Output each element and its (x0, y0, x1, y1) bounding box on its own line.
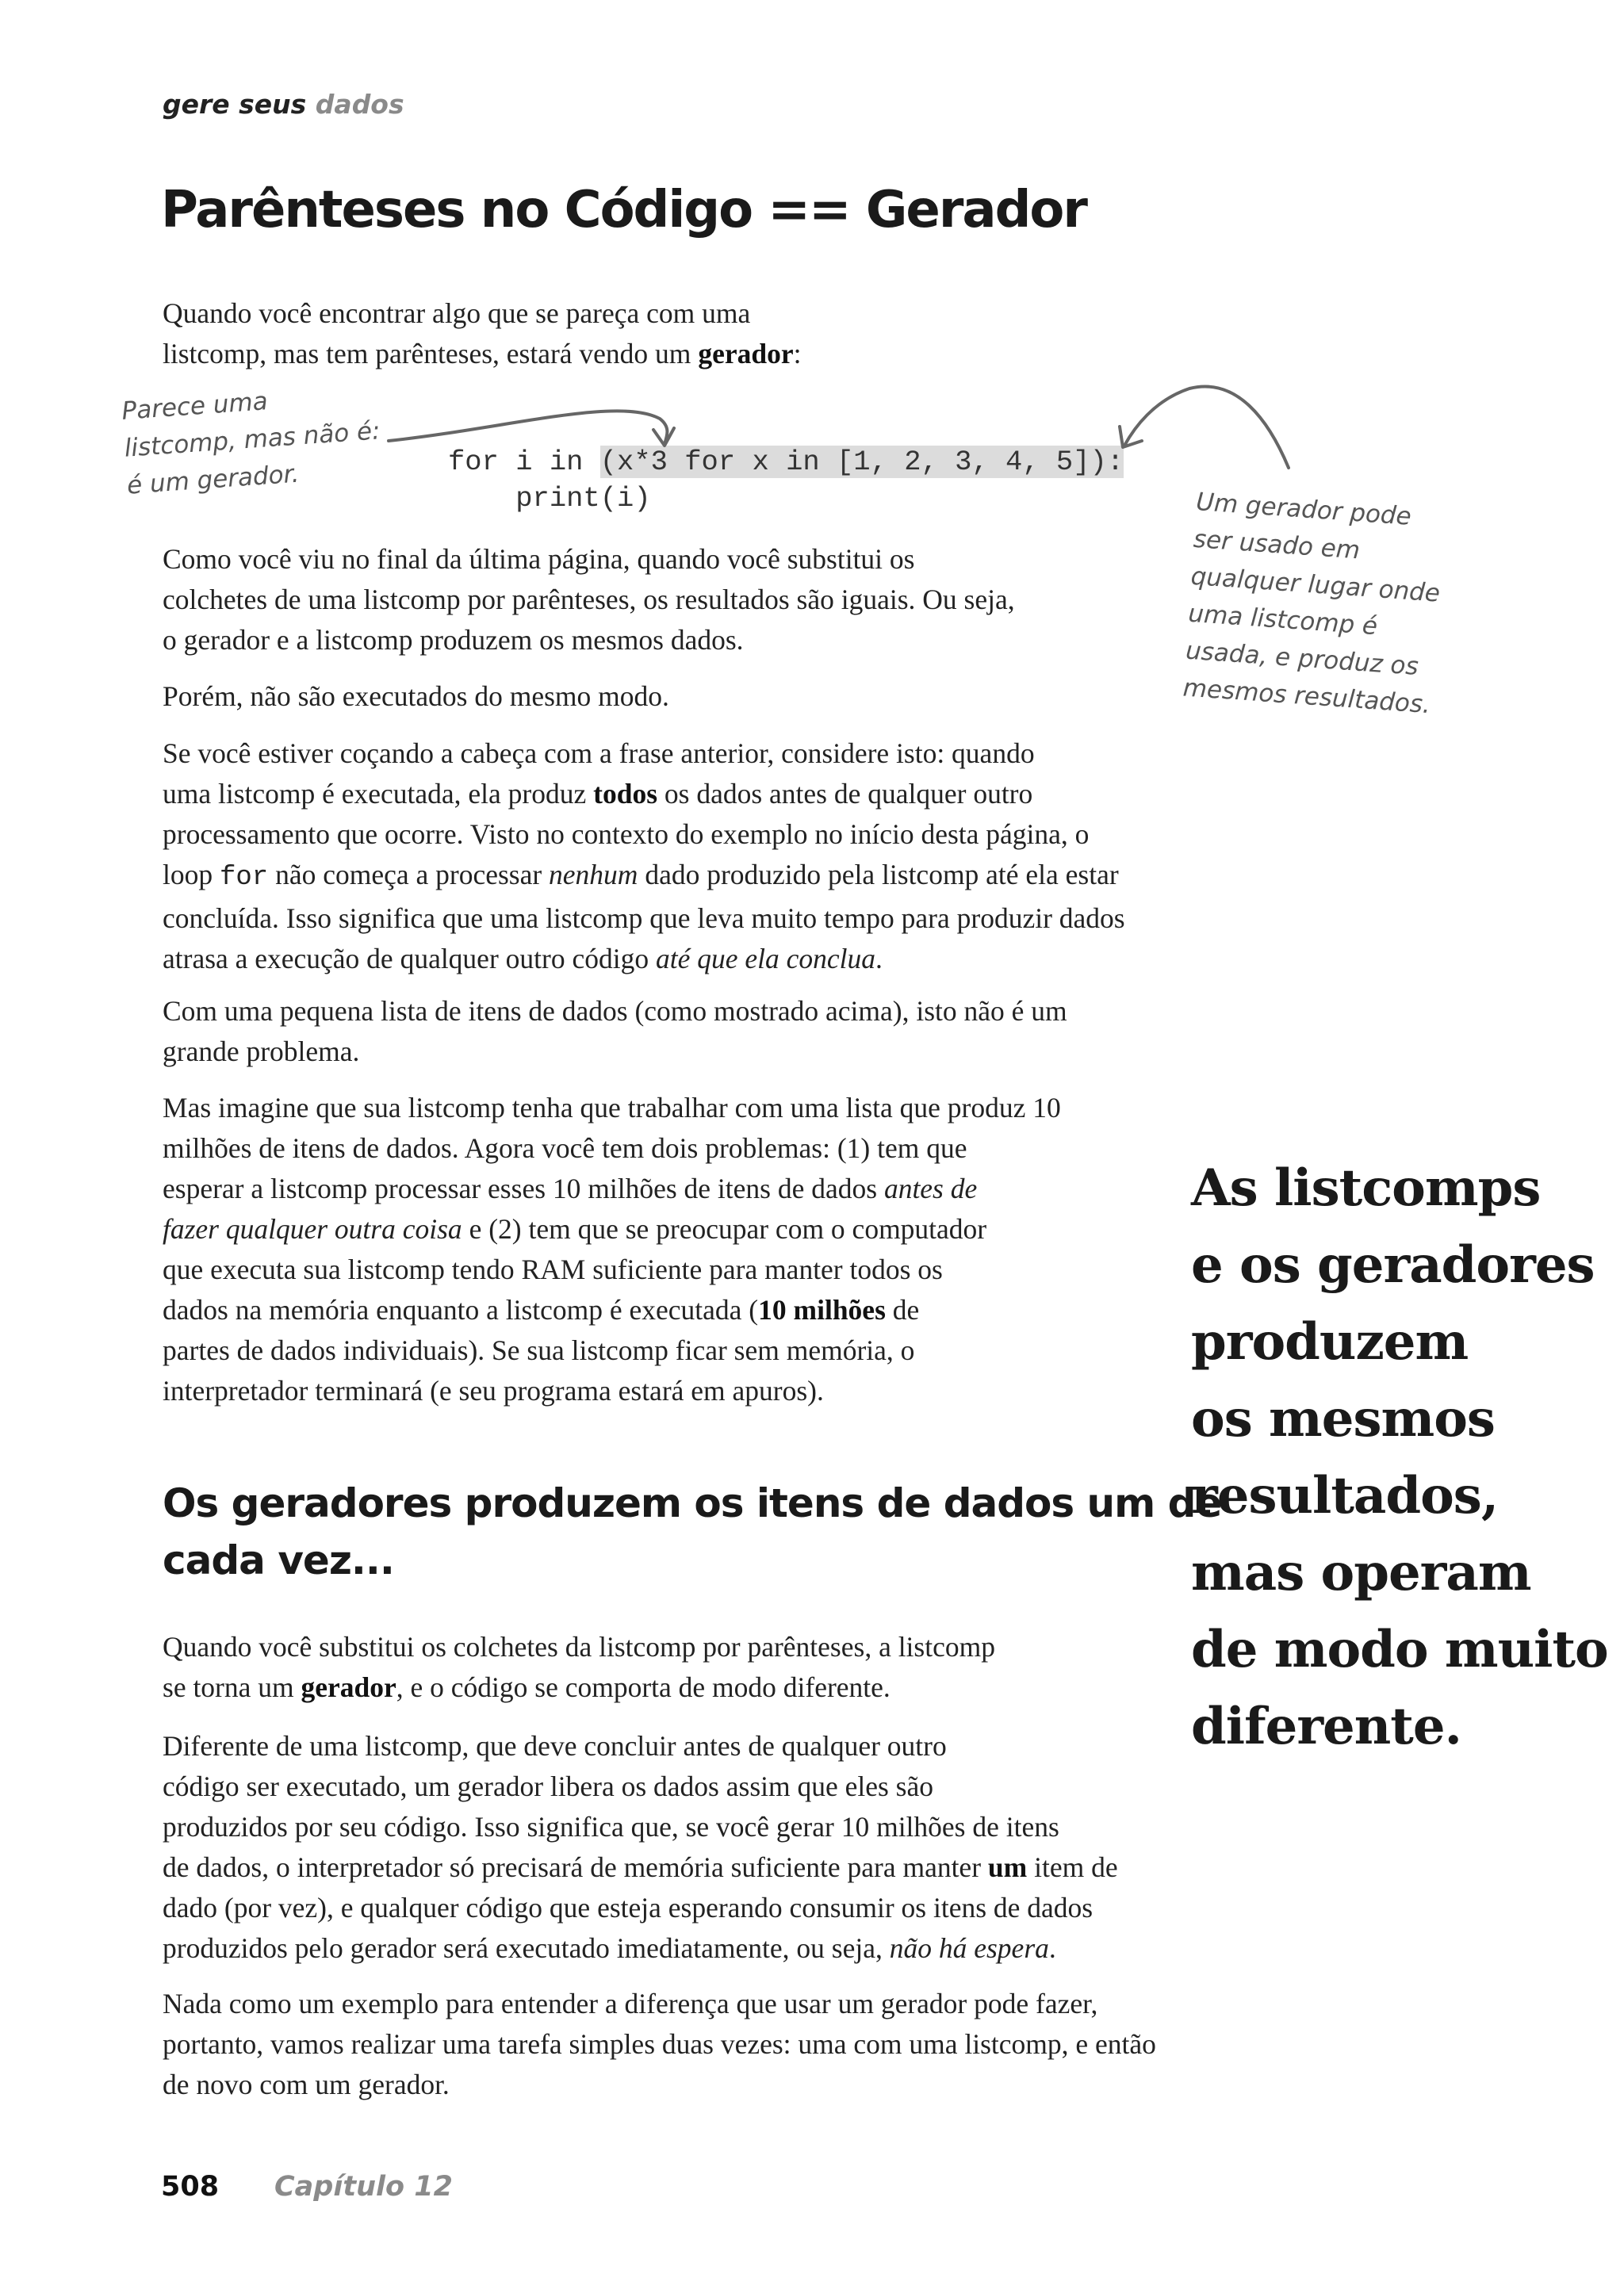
running-header-highlight: dados (315, 89, 404, 120)
paragraph-2: Porém, não são executados do mesmo modo. (163, 680, 669, 712)
intro-line-2: listcomp, mas tem parênteses, estará vendo um (163, 338, 699, 369)
p3-italic-conclua: até que ela conclua (655, 943, 875, 974)
p3-line-6a: atrasa a execução de qualquer outro código (163, 943, 656, 974)
p1-line-2: colchetes de uma listcomp por parênteses, os resultados são iguais. Ou seja, (163, 584, 1015, 615)
left-note-arrow (389, 411, 667, 444)
paragraph-7 (163, 1726, 1118, 1969)
p3-line-4c: dado produzido pela listcomp até ela estar (638, 859, 1119, 890)
left-arrow-head-icon (653, 428, 674, 446)
paragraph-6 (163, 1627, 995, 1708)
p3-bold-todos: todos (593, 778, 658, 810)
p5-line-6a: dados na memória enquanto a listcomp é executada ( (163, 1294, 759, 1326)
section-heading: Os geradores produzem os itens de dados um de cada vez... (163, 1480, 1222, 1583)
p8-line-2: portanto, vamos realizar uma tarefa simples duas vezes: uma com uma listcomp, e então (163, 2028, 1156, 2060)
intro-bold-term: gerador (698, 338, 794, 369)
p7-italic-nao-ha-espera: não há espera (889, 1932, 1049, 1964)
chapter-label: Capítulo 12 (274, 2171, 453, 2203)
p3-line-4a: loop (163, 859, 220, 890)
p7-line-3: produzidos por seu código. Isso significa que, se você gerar 10 milhões de itens (163, 1811, 1059, 1843)
pull-quote-callout: As listcomps e os geradores produzem os mesmos resultados, mas operam de modo muito diferente. (1191, 1158, 1608, 1756)
p8-line-1: Nada como um exemplo para entender a diferença que usar um gerador pode fazer, (163, 1988, 1098, 2019)
p3-code-for: for (220, 863, 269, 893)
annotation-left-note: Parece uma listcomp, mas não é: é um gerador. (121, 387, 381, 500)
p7-line-5: dado (por vez), e qualquer código que esteja esperando consumir os itens de dados (163, 1892, 1094, 1924)
p3-line-6b: . (875, 943, 883, 974)
p3-italic-nenhum: nenhum (549, 859, 638, 890)
p7-line-6a: produzidos pelo gerador será executado imediatamente, ou seja, (163, 1932, 890, 1964)
p6-line-2a: se torna um (163, 1671, 301, 1703)
page-title: Parênteses no Código == Gerador (161, 181, 1086, 239)
page-number: 508 (161, 2171, 220, 2203)
p4-line-2: grande problema. (163, 1035, 360, 1067)
right-note-arrow (1124, 387, 1289, 468)
p5-line-1: Mas imagine que sua listcomp tenha que trabalhar com uma lista que produz 10 (163, 1092, 1061, 1124)
p5-line-2: milhões de itens de dados. Agora você tem dois problemas: (1) tem que (163, 1132, 967, 1164)
p5-line-6b: de (885, 1294, 920, 1326)
p5-line-8: interpretador terminará (e seu programa estará em apuros). (163, 1375, 824, 1407)
p6-line-2b: , e o código se comporta de modo diferente. (396, 1671, 891, 1703)
p7-line-6b: . (1048, 1932, 1056, 1964)
p7-bold-um: um (987, 1851, 1028, 1883)
intro-line-2-end: : (793, 338, 802, 369)
running-header-prefix: gere seus (163, 89, 316, 120)
p6-line-1: Quando você substitui os colchetes da listcomp por parênteses, a listcomp (163, 1631, 995, 1663)
p1-line-1: Como você viu no final da última página, quando você substitui os (163, 543, 915, 575)
p3-line-4b: não começa a processar (268, 859, 550, 890)
paragraph-4 (163, 991, 1067, 1072)
p5-line-5: que executa sua listcomp tendo RAM suficiente para manter todos os (163, 1254, 943, 1285)
p6-bold-gerador: gerador (301, 1671, 396, 1703)
p1-line-3: o gerador e a listcomp produzem os mesmos dados. (163, 624, 744, 656)
p3-line-2b: os dados antes de qualquer outro (657, 778, 1033, 810)
p4-line-1: Com uma pequena lista de itens de dados (como mostrado acima), isto não é um (163, 995, 1067, 1027)
p8-line-3: de novo com um gerador. (163, 2069, 450, 2100)
code-generator-highlight: (x*3 for x in [1, 2, 3, 4, 5]): (599, 446, 1124, 478)
p7-line-4a: de dados, o interpretador só precisará de memória suficiente para manter (163, 1851, 988, 1883)
p7-line-4b: item de (1027, 1851, 1118, 1883)
p7-line-2: código ser executado, um gerador libera os dados assim que eles são (163, 1770, 934, 1802)
paragraph-3 (163, 733, 1125, 979)
p5-italic-antes-de: antes de (883, 1173, 978, 1204)
intro-line-1: Quando você encontrar algo que se pareça com uma (163, 297, 751, 329)
p5-line-4b: e (2) tem que se preocupar com o computador (462, 1213, 987, 1245)
p3-line-3: processamento que ocorre. Visto no contexto do exemplo no início desta página, o (163, 818, 1090, 850)
p3-line-2a: uma listcomp é executada, ela produz (163, 778, 594, 810)
paragraph-5 (163, 1088, 1061, 1411)
code-line-1-prefix: for i in (448, 446, 600, 478)
p5-line-3a: esperar a listcomp processar esses 10 milhões de itens de dados (163, 1173, 884, 1204)
annotation-right-note: Um gerador pode ser usado em qualquer lugar onde uma listcomp é usada, e produz os mesmos resultados. (1182, 487, 1442, 720)
p7-line-1: Diferente de uma listcomp, que deve concluir antes de qualquer outro (163, 1730, 947, 1762)
code-line-2: print(i) (448, 482, 651, 515)
p3-line-5: concluída. Isso significa que uma listcomp que leva muito tempo para produzir dados (163, 902, 1125, 934)
p3-line-1: Se você estiver coçando a cabeça com a frase anterior, considere isto: quando (163, 737, 1035, 769)
paragraph-1 (163, 539, 1015, 660)
p5-italic-fazer: fazer qualquer outra coisa (163, 1213, 462, 1245)
p5-line-7: partes de dados individuais). Se sua listcomp ficar sem memória, o (163, 1334, 915, 1366)
paragraph-8 (163, 1984, 1156, 2105)
p5-bold-10-milhoes: 10 milhões (758, 1294, 886, 1326)
